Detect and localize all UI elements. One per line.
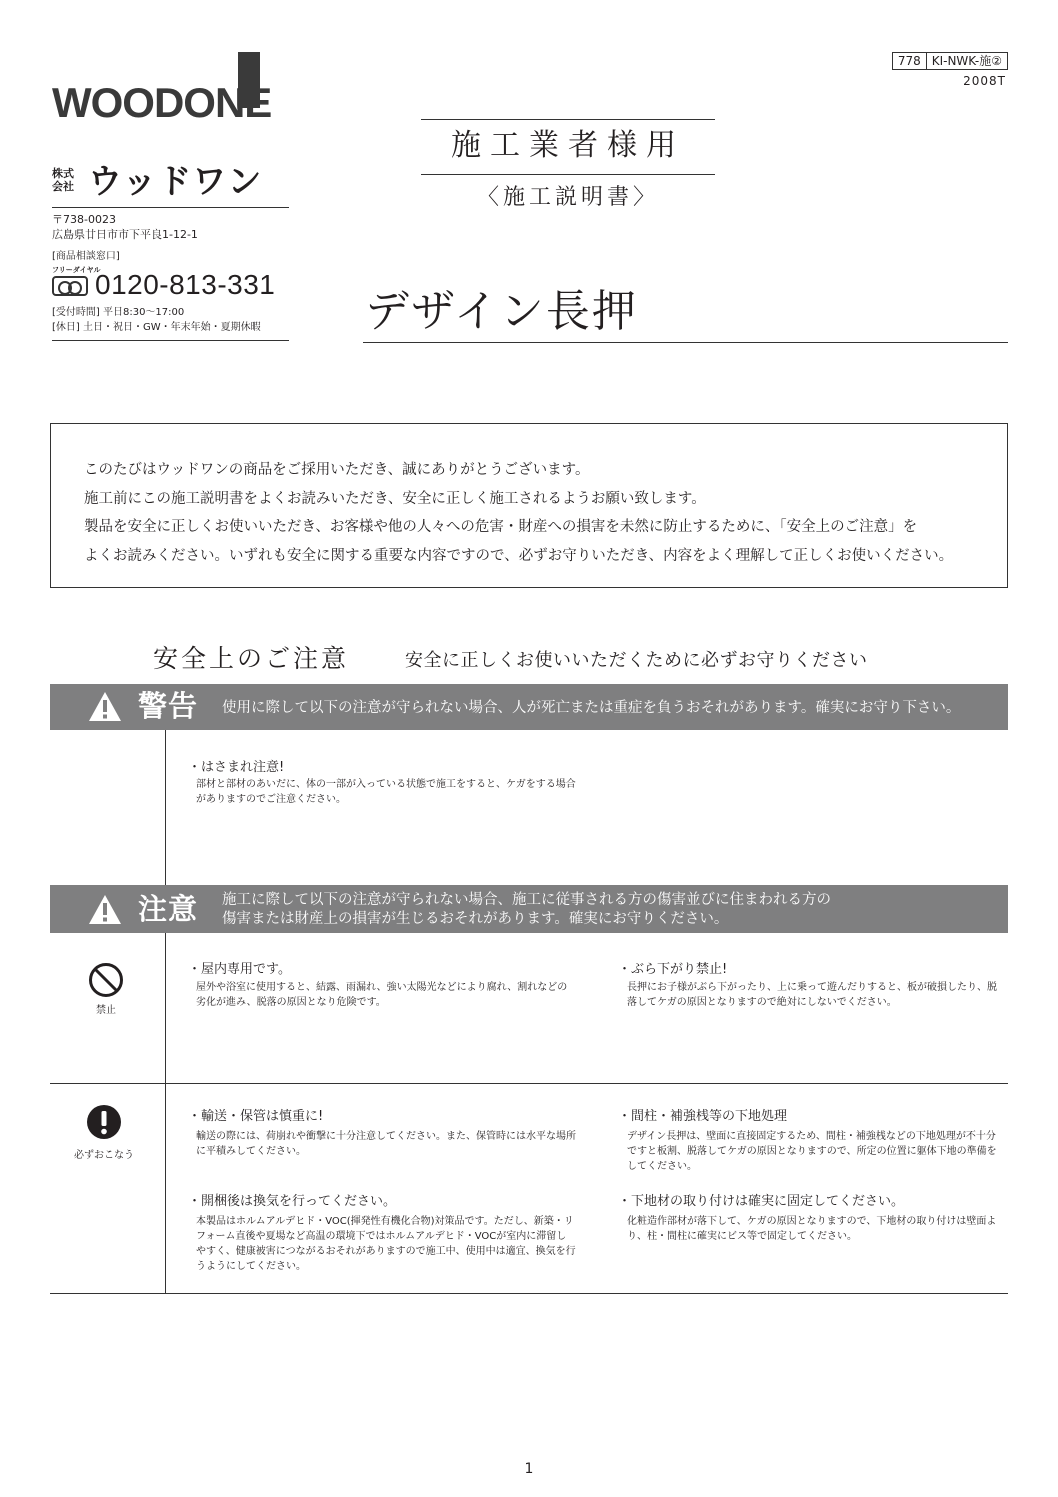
doc-code-number: 778	[897, 54, 921, 68]
product-name: デザイン長押	[365, 286, 638, 337]
safety-subtitle: 安全に正しくお使いいただくために必ずお守りください	[405, 650, 868, 671]
caution-item-body: デザイン長押は、壁面に直接固定するため、間柱・補強桟などの下地処理が不十分ですと板割、脱落してケガの原因となりますので、所定の位置に躯体下地の準備をしてください。	[627, 1131, 997, 1172]
warning-triangle-icon	[88, 691, 122, 722]
warning-item-body: 部材と部材のあいだに、体の一部が入っている状態で施工をすると、ケガをする場合がありますのでご注意ください。	[196, 779, 576, 805]
doc-code-id: KI-NWK-施②	[926, 53, 1007, 69]
caution-item-title: ・開梱後は換気を行ってください。	[188, 1194, 397, 1209]
free-dial-icon	[52, 276, 88, 296]
divider	[363, 342, 1008, 343]
caution-item-body: 輸送の際には、荷崩れや衝撃に十分注意してください。また、保管時には水平な場所に平積みしてください。	[196, 1131, 576, 1157]
prohibition-icon	[88, 962, 124, 998]
document-subtitle: 〈施工説明書〉	[476, 185, 659, 210]
column-divider	[165, 933, 166, 1293]
caution-triangle-icon	[88, 894, 122, 925]
intro-line: このたびはウッドワンの商品をご採用いただき、誠にありがとうございます。	[84, 462, 590, 478]
intro-box	[50, 423, 1008, 588]
caution-item-title: ・ぶら下がり禁止!	[618, 962, 728, 977]
row-divider	[50, 1293, 1008, 1294]
company-name: ウッドワン	[88, 162, 263, 202]
woodone-logo	[52, 52, 292, 124]
phone-number: 0120-813-331	[95, 269, 276, 300]
caution-item-title: ・下地材の取り付けは確実に固定してください。	[618, 1194, 905, 1209]
divider	[52, 207, 289, 208]
holidays: [休日] 土日・祝日・GW・年末年始・夏期休暇	[52, 322, 261, 333]
mandatory-label: 必ずおこなう	[74, 1150, 134, 1161]
warning-item-title: ・はさまれ注意!	[188, 760, 285, 775]
caution-item-title: ・輸送・保管は慎重に!	[188, 1109, 324, 1124]
free-dial-label: フリーダイヤル	[52, 266, 101, 274]
row-divider	[50, 1083, 1008, 1084]
caution-item-title: ・間柱・補強桟等の下地処理	[618, 1109, 788, 1124]
safety-title: 安全上のご注意	[153, 644, 350, 673]
company-address: 広島県廿日市市下平良1-12-1	[52, 228, 198, 241]
caution-band	[50, 885, 1008, 933]
prohibition-label: 禁止	[96, 1005, 116, 1016]
caution-item-body: 本製品はホルムアルデヒド・VOC(揮発性有機化合物)対策品です。ただし、新築・リフォーム直後や夏場など高温の環境下ではホルムアルデヒド・VOCが室内に滞留しやすく、健康被害につながるおそれがありますので施工中、使用中は適宜、換気を行うようにしてください。	[196, 1216, 576, 1272]
company-type: 株式会社	[52, 167, 74, 193]
caution-label: 注意	[138, 892, 199, 926]
document-version: 2008T	[963, 74, 1006, 88]
divider	[421, 174, 715, 175]
caution-item-body: 屋外や浴室に使用すると、結露、雨漏れ、強い太陽光などにより腐れ、割れなどの劣化が進み、脱落の原因となり危険です。	[196, 982, 568, 1008]
contact-label: [商品相談窓口]	[52, 251, 120, 262]
logo-text: WOODONE	[52, 79, 272, 126]
intro-line: 施工前にこの施工説明書をよくお読みいただき、安全に正しく施工されるようお願い致します。	[84, 490, 706, 507]
caution-item-body: 長押にお子様がぶら下がったり、上に乗って遊んだりすると、板が破損したり、脱落してケガの原因となりますので絶対にしないでください。	[627, 982, 997, 1008]
document-title: 施工業者様用	[451, 128, 685, 163]
postal-code: 〒738-0023	[52, 213, 116, 226]
business-hours: [受付時間] 平日8:30〜17:00	[52, 307, 185, 318]
column-divider	[165, 730, 166, 885]
warning-band	[50, 684, 1008, 730]
intro-line: よくお読みください。いずれも安全に関する重要な内容ですので、必ずお守りいただき、内容をよく理解して正しくお使いください。	[84, 547, 954, 564]
divider	[421, 119, 715, 120]
caution-description-line: 施工に際して以下の注意が守られない場合、施工に従事される方の傷害並びに住まわれる方の	[222, 892, 831, 908]
warning-description: 使用に際して以下の注意が守られない場合、人が死亡または重症を負うおそれがあります。確実にお守り下さい。	[222, 700, 961, 716]
caution-item-body: 化粧造作部材が落下して、ケガの原因となりますので、下地材の取り付けは壁面より、柱・間柱に確実にビス等で固定してください。	[627, 1216, 997, 1242]
warning-label: 警告	[138, 689, 199, 723]
mandatory-icon	[86, 1104, 122, 1140]
caution-description-line: 傷害または財産上の損害が生じるおそれがあります。確実にお守りください。	[222, 911, 729, 927]
caution-item-title: ・屋内専用です。	[188, 962, 291, 977]
document-code	[892, 52, 1008, 70]
page-number: 1	[524, 1461, 534, 1477]
intro-line: 製品を安全に正しくお使いいただき、お客様や他の人々への危害・財産への損害を未然に防止するために、「安全上のご注意」を	[84, 519, 918, 535]
divider	[52, 340, 289, 341]
